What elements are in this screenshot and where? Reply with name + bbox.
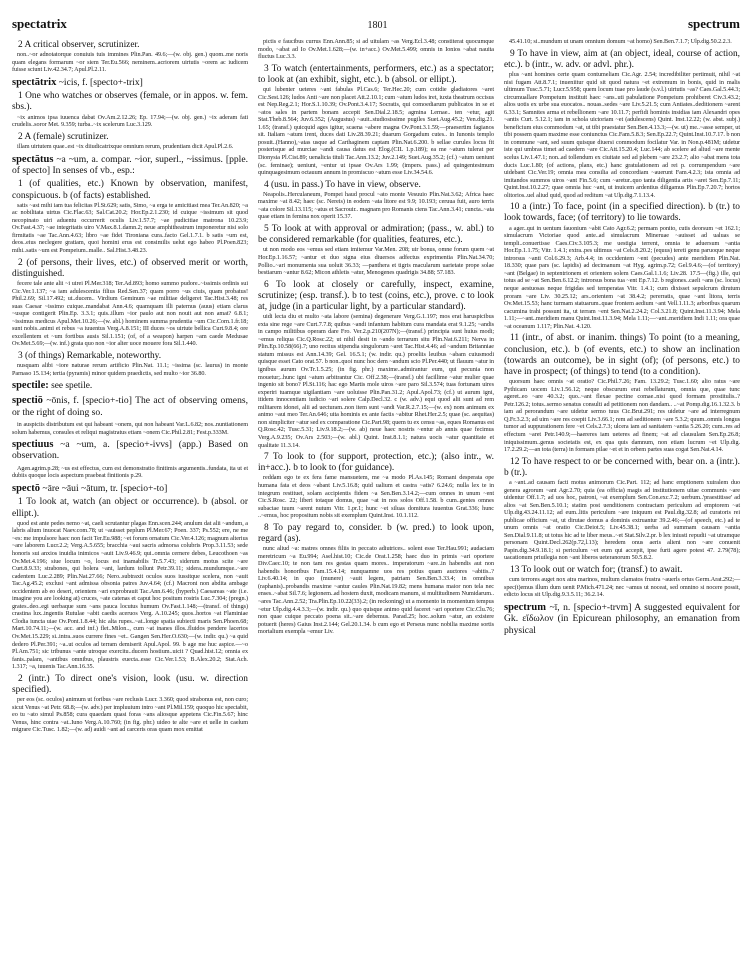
entry-headword-line xyxy=(12,154,248,177)
sense-definition: 4 (usu. in pass.) To have in view, observe. xyxy=(264,179,421,190)
headword: spectile: xyxy=(12,380,49,392)
sense-block xyxy=(12,674,248,734)
sense-definition: 7 To look to (for support, protection, etc.); (also intr., w. in+acc.). b to look to (for guidance). xyxy=(258,452,494,474)
sense-block xyxy=(12,40,248,74)
sense-definition: 13 To look out or watch for; (transf.) to await. xyxy=(510,565,683,576)
sense-definition: 6 To look at closely or carefully, inspect, examine, scrutinize; (esp. transf.). b to test (coins, etc.), prove. c to look at, judge (in a particular light, by a particular standard). xyxy=(258,279,494,312)
sense-block xyxy=(258,523,494,636)
citation-block xyxy=(504,38,740,46)
entry-headword-line xyxy=(12,439,248,462)
headword-grammar: ~a ~um, a. compar. ~ior, superl., ~issimus. [pple. of specto] In senses of vb., esp.: xyxy=(12,153,248,176)
citations: per eos (sc. oculos) animum ut foribus ~are reclusis Lucr. 3.360; quod strabonus est, non curo; sicut Venus ~at Petr. 68.8;—(w. adv.) per impluuium intro ~ant Pl.Mil.159; quoquo hic spectabit, eo tu ~ato simul Ps.858; cura quaedam quasi foras ~ans aliosque appetens Cic.Fin.5.67; hinc Venus, hinc contra ~at..Iuno Verg.A.10.760; (in fig. phr.) uideo te alte ~are et uelle in caelum migrare Cic.Tusc. 1.82;—(w. ad) auidi ~ant ad carceris oras quam mox emittat xyxy=(12,696,248,734)
citations: Agen.agrim.p.28; ~us est effectus, cum est demonstratio finitimis argumentis..fundata, ita ut et dubiis quoque locis aspectum praebeat finitionis p.29. xyxy=(12,464,248,480)
sense-definition: 11 (intr., of abst. or inanim. things) To point (to a meaning, conclusion, etc.). b (of events, etc.) to show an inclination (towards an outcome), be in sight (of); (of persons, etc.) to have in prospect; (of things) to tend (to a condition). xyxy=(504,333,740,377)
headword: spectātus xyxy=(12,153,54,165)
citations: nunc aliud ~a: matres omnes filiis in peccato adiutrices.. solent esse Ter.Hau.991; audaciam meretricum ~a Eu.994; Asel.hist.10; Cic.de Orat.1.258; haec duo in primis ~ari oportere Div.Caec.10; te non tam res gestas quam mores.. imperatorum ~are..in habendis aut non habendis honoribus Fam.15.4.14; nunquamne uos res potius quam auctores ~abitis..? Liv.6.40.14; in quo (munere) ~auit legem, patriam Sen.Ben.3.33.4; in omnibus (raphanis)..probandis maxime ~antur caules Plin.Nat.19.82; mens humana maior non tela nec enses..~abat Sil.7.6; legionem..ad hostem duxit, modicam manum, si multitudinem Numidarum.. ~ares Tac.Ann.2.52; Tra.Plin.Ep.10.22(33).2; (in reckoning) ut a momento in momentum tempus ~etur Ulp.dig.4.4.3.3;—(w. indir. qu.) quo quisque animo quid faceret ~ari oportere Cic.Clu.76; non quae cuique peccato poena sit..~are debemus. Parad.25; hoc..solum ~atur, an existere potuerit (heres) Gaius Inst.2.144; Gel.20.1.34. b cum ego et Perseus nunc nobilia maxime sortis mortalium exempla ~emur Liv. xyxy=(258,545,494,636)
citation-block xyxy=(12,465,248,480)
citations: 45.41.10; si..mundum ut unam omnium domum ~at homo) Sen.Ben.7.1.7; Ulp.dig.50.2.2.3. xyxy=(509,38,732,45)
headword: spectiuus xyxy=(12,439,54,451)
column-1 xyxy=(12,38,248,737)
sense-definition: 12 To have respect to or be concerned with, bear on. a (intr.). b (tr.). xyxy=(504,456,740,478)
sense-block xyxy=(504,565,740,599)
citations: uidi lecta diu et multo ~ata labore (semina) degenerare Verg.G.1.197; mos erat haruspicibus exta sine rege ~are Curt.7.7.8; quibus ~andi infantum habitum cura mandata erat 9.1.25; ~andis in campo militibus operam dare Fro. Ver.2.p.210(207N);—(transf.) principia sunt huius modi; ~emus reliqua Cic.Q.Rosc.22; ut nihil desit in ~ando terrarum situ Plin.Nat.6.211; Nerva in Plin.Ep.10.58(66).7; uno rectius stipendia singulorum ~aret Tac.Hist.4.46; ad ~andum Britanniae statum missus est Ann.14.39; Gel. 16.5.1; (w. indir. qu.) proeliis leuibus ~abam cuiusmodi quisque esset Cato orat.57. b non..quoi nunc hoc dem ~andum scio Pl.Per.440; ut flauum ~atur in ignibus aurum Ov.Tr.1.5.25; (in fig. phr.) maxime..admirantur eum, qui pecunia non mouetur;..hunc igni ~atum arbitrantur Cic. Off.2.38;—(transf.) ubi facillime ~atur mulier quae ingenio sit bono? Pl.St.116; hac ego Martis mole uiros ~are paro Sil.3.574; tuas fortunam uires experiri tuamque uigilantiam ~are uoluisse Plin.Pan.31.2; Apul.Apol.73; (cf.) ut aurum igni, itidem innocentiam iudicio ~ari solere Calp.Decl.32. c (w. adv.) equi quod alii sunt ad rem militarem idonei, alii ad uecturam..non item sunt ~andi Var.R.2.7.15;—(w. ex) nom animum ex animo ~aui meo Ter.An.646; uita hominis ex ante factis ~abitur Rhet.Her.2.5; quae (sc. aequitas) non simpliciter ~atur sed ex comparatione Cic.Part.98; quem tu ex censu ~as, eques Romanus est Q.Rosc.42; Tusc.5.31; Liv.9.18.2;—(w. ab) neue haec nostris ~entur ab annis quae fecimus Verg.A.9.235; Ov.Ars 2.503;—(w. abl.) Quint. Inst.8.1.1; natura uocis ~atur quantitate et qualitate 11.3.14. xyxy=(258,313,494,449)
citation-block xyxy=(258,38,494,61)
sense-definition: 2 (intr.) To direct one's vision, look (usu. w. direction specified). xyxy=(12,673,248,695)
citations: illam uirtutem quae..est ~ix diiudicatrixque omnium rerum, prudentiam dicit Apul.Pl.2.6. xyxy=(17,142,234,150)
sense-block xyxy=(504,333,740,453)
sense-block xyxy=(258,224,494,277)
sense-block xyxy=(12,258,248,348)
headword: spectātrix xyxy=(12,76,57,88)
citations: quod est ante pedes nemo ~at, caeli scrutantur plagas Enn.scen.244; anulum dat alii ~andum, a labris alium inuocat Naev.com.78; ut ~auisset peplum Pl.Mer.67; Poen. 337; Ps.552; ere, ne me ~es: me impulsore haec non facit Ter.Eu.988; ~et forum ornatum Cic.Ver.4.126; magnum alterius ~are laborem Lucr.2.2; Verg.A.5.655; bracchia ~aui sacris admorsa colubris Prop.3.11.53; sede honoris sui anxios inuidia inimicos ~auit Liv.9.46.9; qui..omnia cernere debes, Leucothoen ~as Ov.Met.4.196; siue locum ~o, locus est inamabilis Tr.5.7.43; siderum motus scite ~are Curt.8.9.33; strabones, qui holera ~ant, lardum tollunt Petr.39.11; sidera..mundumque..~are cadentem Luc.2.289; Plin.Nat.27.66; Nero..subtraxit oculos suos iussitque scelera, non ~auit Tac.Ag.45.2; exclusi ~ant admissa obsonia patres Juv.4.64; (cf.) Macroni non abdita ambage occidentem ab eo deseri, orientem ~ari exprobrauit Tac.Ann.6.46; (hyperb.) Caesareas ~ate (i.e. imagine you are looking at) cruces, ~ate catenas et caput hoc positum rostris Luc.7.304; (pregn.) grates..deo..egi uerbaque sum ~ans pauca locutus humum Ov.Fast.1.148;—(transf. of things) crastina lux..ingentis Rutulae ~abit caedis aceruos Verg. A.10.245; quos..hortos ~at Flaminiae Clodia iuncta uiae Ov.Pont.1.8.44; hic alta rupes..~at..longe spatia subiecti maris Sen.Phoen.68; Mart.10.74.11;—(w. acc. and inf.) flet..Milon.., cum ~at inanes illos..fluidos pendere lacertos Ov.Met.15.229; si..intra..suos currere fines ~et.. Gangen Sen.Her.O.630;—(w. indir. qu.) ~a quid dedero Pl.Per.391; ~a..ut oculos ad terram demiserit Apul.Apol. 99. b age me huc aspice.—~o Pl.Am.751; sic tribunus ~ante utroque exercitu..ducem hostium..uicit ? Quad.hist.12; omnia ex fanis..palam, ~antibus omnibus, plaustris euecta..esse Cic.Ver.1.53; B.Alex.20.2; Stat.Ach. 1.317; ~a, iuuenis Tac.Ann.16.35. xyxy=(12,519,248,671)
cross-reference xyxy=(12,380,248,392)
citations: ~ix animos ipsa iuuenca dabat Ov.Am.2.12.26; Ep. 17.94;—(w. obj. gen.) ~ix aderam fati crudelis..soror Met. 9.359; turba..~ix scelerum Luc.3.129. xyxy=(12,113,248,129)
citations: satis ~ast mihi iam tua felicitas Pl.St.629; satis, Simo, ~a erga te amicitiast mea Ter.An.820; ~a ac nobilitata uirtus Cic.Flac.63; Sal.Cat.20.2; Hor.Ep.2.1.230; id cuique ~issimum sit quod necopinato uiri aduentu occurrerit oculis Liv.1.57.7; ~ae pudicitiae matrona 10.23.9; Ov.Fast.4.37; ~ae integritatis uiro V.Max.8.1.damn.2; neue amphitheatrum imponeretur nisi solo firmitatis ~ae Tac.Ann.4.63; libro ~ae fidei Tironiana cura..facto Gel.1.7.1. b satis ~um est, deos..eius neclegere gratiam, quoi homini erus est consimilis uelut ego habeo Pl.Poen.823; mihi..satis ~um est Pompeium..malle.. Sal.Hist.3.48.23. xyxy=(12,201,248,254)
citation-block xyxy=(12,421,248,436)
citations: ut non modo eos ~emus sed etiam imitemur Var.Men. 208; uir bonus, omne forum quem ~at Hor.Ep.1.16.57; ~antur et duo signa eius diuersos adfectus exprimentia Plin.Nat.34.70; Pollio..~ari monumenta sua uoluit 36.33; —panthera et tigris macularum uarietate prope solae bestiarum ~antur 8.62; Micon athletis ~atur, Menogenes quadrigis 34.88; 57.183. xyxy=(258,246,494,277)
sense-definition: 2 A (female) scrutinizer. xyxy=(18,131,109,142)
headword-grammar: ~ī, n. [specio+-trvm] A suggested equivalent for Gk. εἴδωλον (in Epicurean philosophy, an emanation from physical xyxy=(504,601,740,636)
citations: plus ~ant homines certe quam contumeliam Cic.Agr. 2.54; incredibiliter pertimuit, nihil ~at nisi fugam Att.8.7.1; inueniitur quid sit quod natura ~et extremum in bonis, quid in malis ultimum Tusc.5.71; Lucr.5.958; quem locum tuae pro laude (s.v.l.) uirtutis ~as? Caes.Gal.5.44.3; circumuallare Pompeium instituit haec ~ans..uti pabulatione Pompeium prohiberet Civ.3.43.2; alios uotis ex urbe sua euocatos.. nouas..sedes ~are Liv.5.21.5; cum Antiates..deditionem ~arent 6.33.1; Samnites arma et rebellionem ~are 10.11.7; perfidi hominis insidias iam Alexandri opes ~antis Curt. 5.12.1; iam in schola uictoriam ~et (adulescens) Quint. Inst.12.22; (w. abst. subj.) beneficium eius commodum ~at, ut tibi praestatur Sen.Ben.4.13.3;—(w. ut) me..~asse semper, ut tibi possem quam maxime esse coniunctus Cic.Fam.5.8.3; Sen.Ep.22.7; Quint.Inst.10.7.17. b non in commune ~ant, sed suum quisque diuersi commodum focilatur Var. in Non.p.481M; uidetur iste qui umbras timet ad caedem ~are Cic.Att.15.20.4; Luc.144; ab scelere ad aliud ~are mente scelus Liv.1.47.1; non..ad tollendum ex ciuitate sed ad plebem ~are 23.2.7; alio ~abat mens tota ducis Luc.1.80; (of actions, plans, etc.) hanc gratulationem ad rei p. corrumpendum ~are uidebant Cic.Ver.19; omnia mea consilia ad concordiam ~auerunt Fam.4.2.3; ista omnia ad imitandos summos uiros ~ant Fin.5.6; cum ~aretur..quo tanta diligentia artis ~aret Sen.Ep.7.11; Quint.Inst.10.2.27; quae omnia huc ~ant, ut inuicem ardentius diligamus Plin.Ep.7.20.7; hortos olitorios..uel aliud quid, quod ad reditum ~at Ulp.dig.7.1.13.4. xyxy=(504,70,740,199)
sense-block xyxy=(258,452,494,520)
text-columns xyxy=(12,38,740,737)
sense-block xyxy=(12,179,248,254)
guide-word-first: spectatrix xyxy=(12,16,67,31)
sense-block xyxy=(12,497,248,670)
citations: pictis e faucibus currus Enn.Ann.85; si ad uitulam ~as Verg.Ecl.3.48; constiterat quocumque modo, ~abat ad Io Ov.Met.1.628;—(w. in+acc.) Ov.Met.5.499; omnis in Ionios ~abat nauita fluctus Luc.3.3. xyxy=(258,38,494,61)
sense-block xyxy=(504,49,740,200)
headword: spectrum xyxy=(504,601,546,613)
entry-headword-line xyxy=(12,483,248,494)
citations: qui lubenter ueteres ~ant fabulas Pl.Cas.6; Ter.Hec.20; cum cotidie gladiatores ~aret Cic.Sest.126; ludos Anti ~are non placet Att.2.10.1; cum ~atum ludos iret, iuxta theatrum occisus est Nep.Reg.2.1; Hor.S.1.10.39; Ov.Pont.3.4.17; Socratis, qui comoediarum publicatos in se et ~atos sales in partem bonam accepit Sen.Dial.2.18.5; agmina Lernae.. ten ~etur, agit Stat.Theb.8.564; Juv.6.352; (Augustus) ~auit..studiosissime pugiles Suet.Aug.45.2; Ven.dig.21. 1.65; (transf.) quicquid ages igitur, scaena ~abere magna Ov.Pont.3.1.59;—praesertim fagianos sit. Italiam ~atum irent, duces dati Liv.28.39.21; duarum Gorgadum cutes.. in Iunonis templo posuit..(Hanno),~atas usque ad Carthaginem captam Plin.Nat.6.200. b sellae curules locus fit posterisque ad murciae ~andi causa datus est Elog.(CIL 1.p.189); ea me ~atum tulerat per Dionysia Pl.Cist.89; uenalicia tituli Tac.Ann.13.2; Juv.2.149; Suet.Aug.35.2; (cf.) ~atum ueniunt (sc. feminae); ueniunt, ~entur ut ipsae Ov.Ars 1.99; (impers. pass.) ad quingentesimum quinquagesimum octauum annum in promiscuo ~atum esse Liv.34.54.6. xyxy=(258,86,494,177)
sense-block xyxy=(258,180,494,221)
sense-definition: 1 One who watches or observes (female, or in appos. w. fem. sbs.). xyxy=(12,91,248,113)
guide-word-last: spectrum xyxy=(688,16,740,31)
citations: reddam ego te ex fera fame mansuetem, me ~a modo Pl.As.145; Romani desperata ope humana fata et deos ~abant Liv.5.16.8; quid ualium et castra ~atis? 6.24.6; nulla lex te in integrum restituet, solam accipientis fidem ~a Sen.Ben.3.14.2;—cum omnes in unum ~ent Cic.S.Rosc. 22; liberi totaque domus, quae ~at in nos solos Off.1.58. b cum..gentes omnes subactae tuum ~arent nutum Vitr. 1.pr.1; hunc ~et siluas domitura iuuentus Grat.336; hunc ..~emus, hoc propositum nobis sit exemplum Quint.Inst. 10.1.112. xyxy=(258,474,494,520)
headword-grammar: ~a ~um, a. [specio+-ivvs] (app.) Based on observation. xyxy=(12,439,248,462)
sense-definition: 8 To pay regard to, consider. b (w. pred.) to look upon, regard (as). xyxy=(258,522,494,544)
sense-definition: 1 To look at, watch (an object or occurrence). b (absol. or ellipt.). xyxy=(12,497,248,519)
citations: a ager..qui in uentum fauonium ~abit Cato Agr.6.2; permam ponito, cutis deorsum ~et 162.1; simulacrum Victoriae quod ante..ad simulacrum Mineruae ~auisset ad ualuas se templi..conuertisse Caes.Civ.3.105.3; me uestigia terrent, omnia te aduersum ~antia Hor.Ep.1.1.75; Vitr. 1.4.1; extra..pes ultimus ~at Cels.8.20.2; (equus) tereti genu paruoque neque introrsus ~anti Col.6.29.3; Arb.4.4; in occidentem ~ent (pecudes) ante meridiem Plin.Nat. 18.330; quae pars (sc. lapidis) ad decimanum ~at Hyg. agrim.p.72; Gel.9.4.6;—(of territory) ~ant (Belgae) in septentrionem et orientem solem Caes.Gal.1.1.6; Liv.28. 17.5—(fig.) ille, qui totus ad se ~at Sen.Ben.6.12.2; introrsus bona tua ~ent Ep.7.12. b regiones..caeli ~ans (sc. locus) neque aestuosas neque frigidas sed temperatas Vitr. 1.4.1; cum dixisset sepulcrum dirutum proram ~are Liv. 30.25.12; ars..orientem ~at 38.4.2; pererratis, quae ~ant litora, terris Ov.Met.15.53; hanc turmam statuarum..quae frontem aedium ~ant Vell.1.11.3; arboribus quarum cacumina trahi possunt ita, ut terram ~ent Sen.Nat.2.24.2; Col.3.21.8; Quint.Inst.11.3.94; Mela 1.11;—~ant..meridiem manu Quint.Inst.11.3.94; Mela 1.11;—~ant..meridiem Indi 1.11; ora quae ~at oceanum 1.117; Plin.Nat. 4.120. xyxy=(504,224,740,330)
sense-definition: 3 To watch (entertainments, performers, etc.) as a spectator; to look at (an exhibit, sight, etc.). b (absol. or ellipt.). xyxy=(258,63,494,85)
sense-definition: 2 A critical observer, scrutinizer. xyxy=(18,40,140,50)
headword: spectiō xyxy=(12,395,43,407)
sense-definition: 3 (of things) Remarkable, noteworthy. xyxy=(18,350,162,361)
sense-block xyxy=(12,132,248,151)
sense-block xyxy=(258,64,494,177)
page-number: 1801 xyxy=(367,20,388,31)
sense-block xyxy=(504,457,740,562)
citations: non..~or adnotatorque conuiuis tuis immines Plin.Pan. 49.6;—(w. obj. gen.) quom..me noris quam elegans formarum ~or siem Ter.Eu.566; neminem..acriorem uirtutis ~orem ac iudicem fuisse sciunt Liv.42.34.7; Apul.Pl.2.11. xyxy=(12,51,248,74)
citations: cum terrores auget nox atra marinos, multum clamatos frustra ~auerls ortus Germ.Arat.292;—spec(t)emus illum dum uenit P.Mich.471.24; nec ~amus ut noceat, sed omnino si nocere possit, edicto locus sit Ulp.dig.9.3.5.11; 36.2.14. xyxy=(504,576,740,599)
entry-headword-line xyxy=(12,395,248,418)
running-head xyxy=(12,16,740,36)
citations: nusquam alibi ~iore naturae rerum artificio Plin.Nat. 11.1; ~issima (sc. laurus) in monte Parnaso 15.134; tertia (pyramis) minor quidem praedictis, sed multo ~ior 36.80. xyxy=(12,362,248,377)
citations: in auspiciis distributum est qui habeant ~onem, qui non habeant Var.L.6.82; nos..nuntiationem solum habemus, consules et reliqui magistratus etiam ~onem Cic.Phil.2.81; Fest.p.333M. xyxy=(12,420,248,436)
sense-block xyxy=(12,91,248,129)
sense-block xyxy=(12,351,248,377)
entry-headword-line xyxy=(504,602,740,636)
headword-grammar: ~icis, f. [specto+-trix] xyxy=(58,76,143,88)
column-2 xyxy=(258,38,494,737)
citations: Neapolis..Herculaneum, Pompei haud procul ~ato monte Vesuuio Plin.Nat.3.62; Africa haec maxime ~at 8.42; haec (sc. Nereis) in eodem ~ata litore est 9.9; 10.193; ceruua fuit, auro terris ~ata colore Sil.13.115; ~atus et Sacrouir.. magnam pro Romanis ciens Tac.Ann.3.41; cuncta..~ata quae etiam in femina nox operit 15.37. xyxy=(258,190,494,221)
sense-block xyxy=(504,202,740,330)
sense-definition: 1 (of qualities, etc.) Known by observation, manifest, conspicuous. b (of facts) established. xyxy=(12,179,248,201)
sense-definition: 2 (of persons, their lives, etc.) of observed merit or worth, distinguished. xyxy=(12,257,248,279)
sense-block xyxy=(258,280,494,449)
dictionary-page xyxy=(12,16,740,737)
entry-headword-line xyxy=(12,77,248,88)
headword: spectō xyxy=(12,482,40,494)
sense-definition: 10 a (intr.) To face, point (in a specified direction). b (tr.) to look towards, face; (of territory) to lie towards. xyxy=(504,202,740,224)
citations: a ~ant..ad causam facti motus animorum Cic.Part. 112; ad hanc emptionem xuiralem duo genera agrorum ~ant Agr.2.70; quia (ea officia) magis ad institutionem uitae communis ~are uidentur Off.1.7; ad uos hoc, patroni, ~at exemplum Sen.Con.exc.7.2; uerbum..'praestitisse' ad alios ~at Sen.Ben.5.10.1; statim post uenditionem contractam periculum ad emptorem ~at Ulp.dig.43.24.11.12; ad eum..litis periculum ~are iniquum est Paul.dig.32.8; ad curatoris rei publicae officium ~at, ut dirutae domus a dominis extruantur 39.2.46;—(of speech, etc.) ad te unum omnis ~at oratio Cic.Deiot.5; Liv.45.38.1; uerba ad summam causam ~antia Sen.Dial.9.11.8; ut totus hic ad te liber meus..~et Stat.Silv.2.pr. b lex iniusti repudii ~at utramque personam Quint.Decl.262(p.72,l.13); heredem onus aeris alieni non ~are conuenit Papin.dig.34.9.18.1; si periculum ~et eum qui accepit, ipse furti agere potest 47. 2.79(78); uacationum priuilegia non ~ant liberos ueteranorum 50.5.8.2. xyxy=(504,479,740,562)
column-3 xyxy=(504,38,740,737)
headword-grammar: ~ōnis, f. [specio+-tio] The act of observing omens, or the right of doing so. xyxy=(12,395,248,418)
sense-definition: 5 To look at with approval or admiration; (pass., w. abl.) to be considered remarkable (for qualities, features, etc.). xyxy=(258,224,494,246)
citations: fecere tale ante alii ~i uirei Pl.Mer.318; Ter.Ad.893; homo summo pudore..~issimis ordinis sui Cic.Ver.1.137; ~a iam adulescentia filius Red.Sen.37; quam porro ~us ciuis, quam probatus! Phil.2.69; Sil.17.492; ut..ducem.. Virdium Geminum ~ae militiae deligeret Tac.Hist.3.48; res suas Caesar ~issimo cuique..mandabat Ann.4.6; quamquam illi paternus (auus) etiam clarus ~usque contigerit Plin.Ep. 3.3.1; quis..illum ~ior paulo aut non nouit aut non amat? 6.8.1; ~issimus medicus Apul.Met.10.26;—(w. abl.) hominem summa prudentia ~um Cic.Corn.1.fr.18; sunt nobis..animi et rebus ~a iuuentus Verg.A.8.151; III duces ~os uirtute bellica Curt.9.8.4; ore excellentem et ~um fortibus ausis Sil.1.151; (of, of a weapon) harpen ~am caede Medusae Ov.Met.5.69;—(w. inf.) grata quo non ~ior alter uoce mouere fora Sil.1.440. xyxy=(12,279,248,348)
headword-grammar: see spetile. xyxy=(51,381,93,392)
headword-grammar: ~āre ~āui ~ātum, tr. [specio+-to] xyxy=(42,482,168,494)
sense-definition: 9 To have in view, aim at (an object, ideal, course of action, etc.). b (intr., w. adv. or advl. phr.). xyxy=(504,48,740,70)
citations: quorsum haec omnis ~at oratio? Cic.Phil.7.26; Fam. 13.29.2; Tusc.1.60; alio ratus ~are Pythicam uocem Liv.1.56.12; neque obscurum erat rebellaturum, omnia que, quae tunc ageret..eo ~are 40.3.2; quo..~ant flexae pectine comae..nisi quod formam prostitulis..? Petr.126.2; totus..sermo senatus consulti ad petitionem non dandam.. ..~at Pomp.dig.16.1.32.3. b iam ad perorandum ~are uidetur sermo tuus Cic.Brut.291; res uidetur ~are ad interregnum Q.Fr.3.2.3; ad uim ~are res coepit Liv.3.66.1; rem ad seditionem ~are 5.3.2; quum..omnis longus tumor ad suppurationem fere ~et Cels.2.7.3; ulcera iam ad sanitatem ~antia 5.26.20; cum..res ad effectum ~aret Petr.140.9;—haereres iam ueteres ad finem; ~at ad clausulam Sen.Ep.26.8; iniquissimum..genus societatis est, ex qua quis damnum, non etiam lucrum ~et Ulp.dig. 17.2.29.2;—an tota (terra) in formam pilae ~et et in orbem partes suas cogat Sen.Nat.4.14. xyxy=(504,378,740,454)
